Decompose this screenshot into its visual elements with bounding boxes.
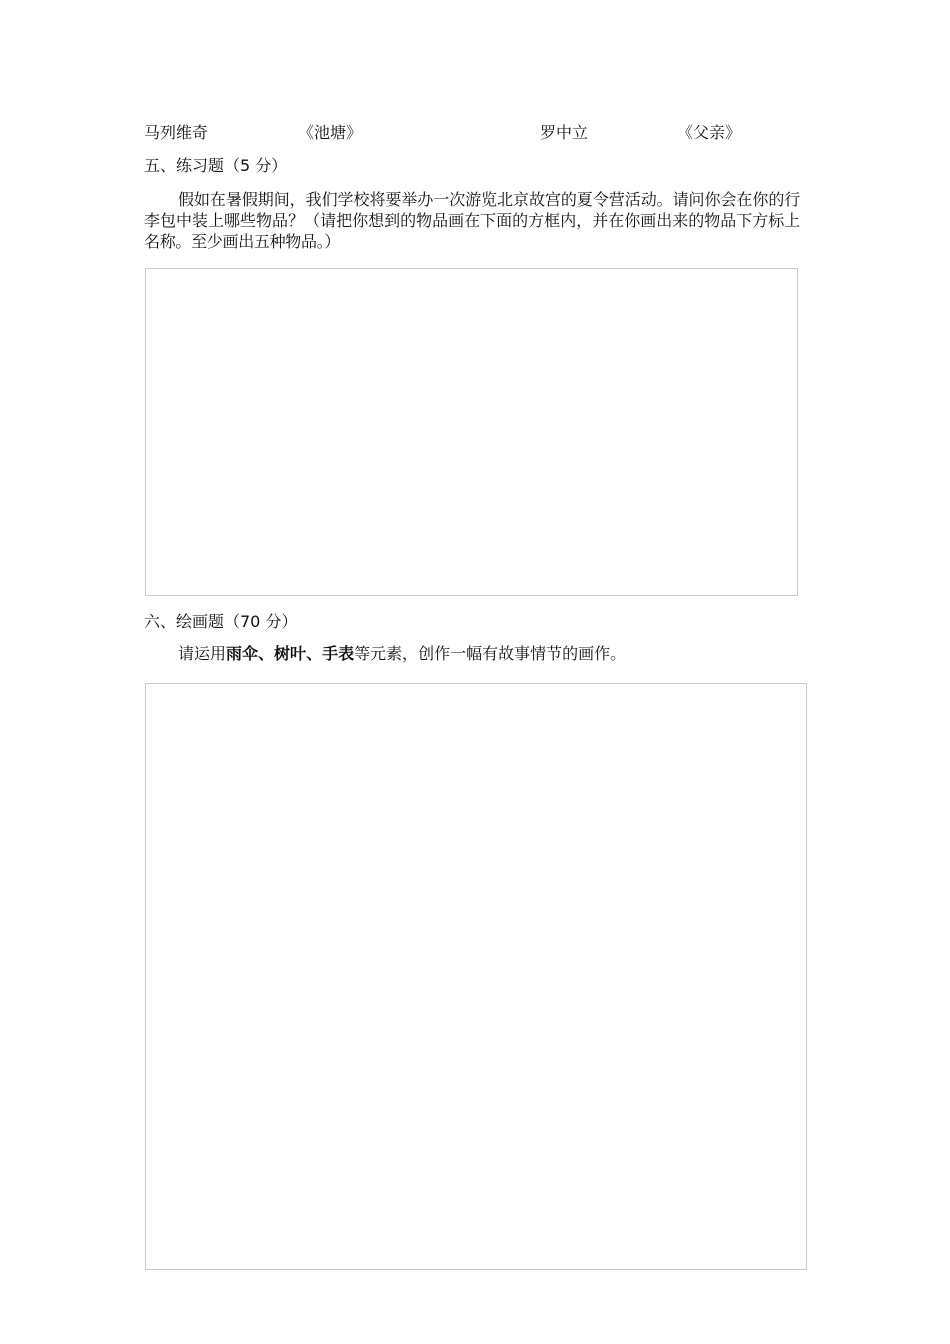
element-umbrella: 雨伞: [226, 644, 259, 663]
prompt-suffix: 等元素，创作一幅有故事情节的画作。: [354, 644, 627, 663]
artist-malevich: 马列维奇: [144, 123, 209, 142]
artist-luo-zhongli: 罗中立: [540, 123, 589, 142]
section-6-prompt: [178, 644, 626, 664]
drawing-box-items[interactable]: [145, 268, 798, 596]
drawing-box-artwork[interactable]: [145, 683, 807, 1270]
element-watch: 手表: [322, 644, 355, 663]
section-6-heading: 六、绘画题（70 分）: [144, 612, 298, 631]
separator: 、: [258, 644, 275, 663]
artwork-father: 《父亲》: [677, 123, 742, 142]
separator: 、: [306, 644, 323, 663]
section-5-heading: 五、练习题（5 分）: [144, 156, 288, 175]
element-leaf: 树叶: [274, 644, 307, 663]
artwork-pond: 《池塘》: [298, 123, 363, 142]
prompt-prefix: 请运用: [178, 644, 227, 663]
section-5-question: 假如在暑假期间，我们学校将要举办一次游览北京故宫的夏令营活动。请问你会在你的行李包中装上哪些物品？（请把你想到的物品画在下面的方框内，并在你画出来的物品下方标上名称。至少画出五种物品。）: [144, 190, 800, 251]
